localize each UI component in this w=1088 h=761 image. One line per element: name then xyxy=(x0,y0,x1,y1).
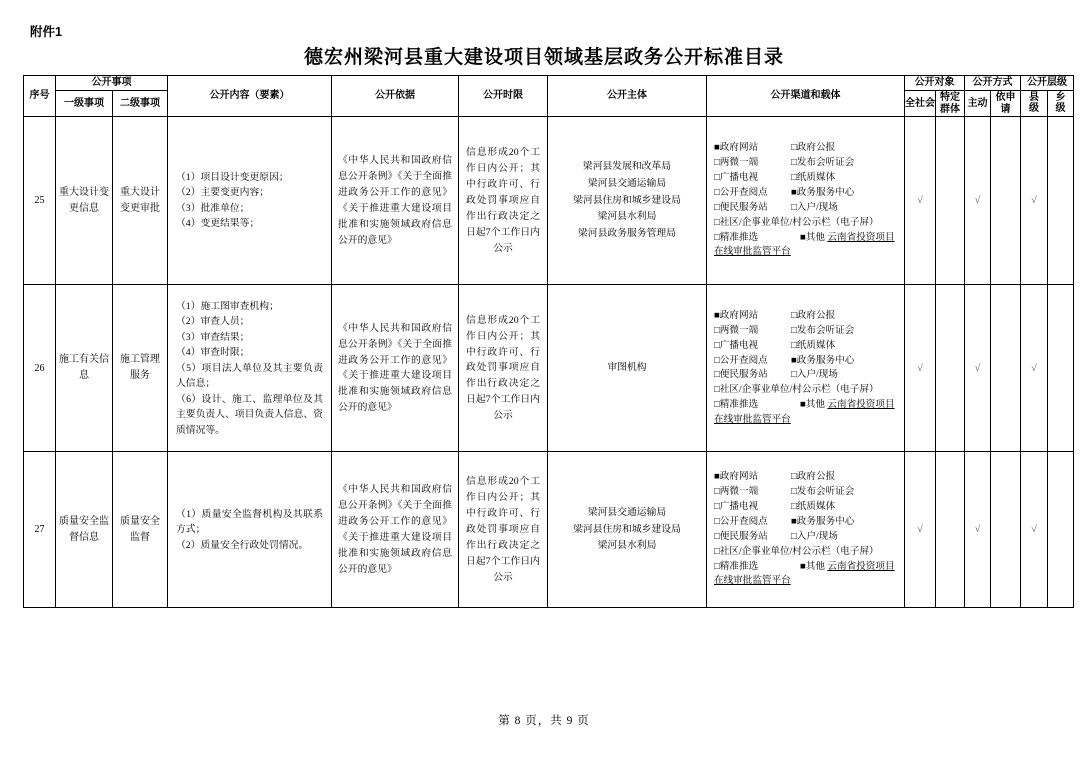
channel-item: □两微一端 xyxy=(714,157,759,169)
channel-other-value: 云南省投资项目在线审批监管平台 xyxy=(714,560,895,587)
channel-line xyxy=(714,201,897,216)
channel-item: □入户/现场 xyxy=(791,530,838,542)
channel-line xyxy=(714,141,897,156)
content-item: （2）质量安全行政处罚情况。 xyxy=(176,539,309,551)
cell-subject xyxy=(548,452,707,608)
channel-item: □精准推选 xyxy=(714,231,759,243)
subject-line: 梁河县水利局 xyxy=(597,211,657,223)
cell-mark-county: √ xyxy=(1021,452,1048,608)
channel-item: □社区/企事业单位/村公示栏（电子屏） xyxy=(714,384,879,396)
channel-line xyxy=(714,354,897,369)
cell-mark-proactive: √ xyxy=(965,285,991,452)
channel-line xyxy=(714,530,897,545)
channel-item: □社区/企事业单位/村公示栏（电子屏） xyxy=(714,545,879,557)
channel-line xyxy=(714,171,897,186)
cell-time-limit: 信息形成20个工作日内公开；其中行政许可、行政处罚事项应自作出行政决定之日起7个工作日内公示 xyxy=(459,452,548,608)
col-header-level-group: 公开层级 xyxy=(1021,76,1074,91)
content-item: （5）项目法人单位及其主要负责人信息； xyxy=(176,362,323,390)
content-item: （6）设计、施工、监理单位及其主要负责人、项目负责人信息、资质情况等。 xyxy=(176,393,323,436)
content-item: （2）主要变更内容； xyxy=(176,187,270,199)
channel-line xyxy=(714,186,897,201)
cell-channels xyxy=(707,452,905,608)
channel-item: □纸质媒体 xyxy=(791,339,836,351)
cell-serial: 25 xyxy=(24,117,56,285)
cell-time-limit: 信息形成20个工作日内公开；其中行政许可、行政处罚事项应自作出行政决定之日起7个工作日内公示 xyxy=(459,117,548,285)
cell-serial: 26 xyxy=(24,285,56,452)
cell-mark-specific-group xyxy=(936,117,965,285)
col-header-level1: 一级事项 xyxy=(56,90,113,117)
channel-item: □纸质媒体 xyxy=(791,501,836,513)
cell-mark-on-request xyxy=(991,285,1021,452)
col-header-township xyxy=(1048,90,1074,117)
subject-line: 梁河县住房和城乡建设局 xyxy=(573,194,681,206)
col-header-subject: 公开主体 xyxy=(548,76,707,117)
col-header-county xyxy=(1021,90,1048,117)
page-footer: 第 8 页，共 9 页 xyxy=(498,715,590,727)
col-header-level2: 二级事项 xyxy=(113,90,168,117)
channel-line xyxy=(714,231,897,261)
channel-item: □入户/现场 xyxy=(791,201,838,213)
channel-item: ■政府网站 xyxy=(714,471,759,483)
table-body xyxy=(24,117,1074,608)
channel-line xyxy=(714,398,897,428)
channel-item: □广播电视 xyxy=(714,172,759,184)
channel-item: ■其他 xyxy=(800,560,828,572)
channel-item: □发布会听证会 xyxy=(791,324,855,336)
channel-item: ■政务服务中心 xyxy=(791,516,855,528)
channel-item: □便民服务站 xyxy=(714,201,768,213)
cell-mark-township xyxy=(1048,117,1074,285)
col-header-specific-group: 特定群体 xyxy=(936,90,965,117)
page-title: 德宏州梁河县重大建设项目领域基层政务公开标准目录 xyxy=(303,47,784,68)
cell-level2-matter: 质量安全监督 xyxy=(113,452,168,608)
channel-line xyxy=(714,470,897,485)
col-header-county-label: 县级 xyxy=(1029,91,1039,115)
subject-line: 梁河县水利局 xyxy=(597,540,657,552)
col-header-time-limit: 公开时限 xyxy=(459,76,548,117)
channel-item: □便民服务站 xyxy=(714,530,768,542)
channel-line xyxy=(714,515,897,530)
content-item: （1）质量安全监督机构及其联系方式； xyxy=(176,508,323,536)
channel-line xyxy=(714,339,897,354)
subject-line: 梁河县发展和改革局 xyxy=(582,161,672,173)
channel-item: □两微一端 xyxy=(714,324,759,336)
channel-line xyxy=(714,309,897,324)
attachment-label: 附件1 xyxy=(30,25,62,39)
cell-time-limit: 信息形成20个工作日内公开；其中行政许可、行政处罚事项应自作出行政决定之日起7个工作日内公示 xyxy=(459,285,548,452)
channel-item: □公开查阅点 xyxy=(714,516,768,528)
content-item: （3）审查结果； xyxy=(176,331,250,343)
cell-basis: 《中华人民共和国政府信息公开条例》《关于全面推进政务公开工作的意见》《关于推进重大建设项目批准和实施领域政府信息公开的意见》 xyxy=(332,452,459,608)
cell-mark-specific-group xyxy=(936,285,965,452)
cell-mark-on-request xyxy=(991,117,1021,285)
channel-item: □入户/现场 xyxy=(791,369,838,381)
cell-content xyxy=(168,285,332,452)
channel-other-value: 云南省投资项目在线审批监管平台 xyxy=(714,399,895,425)
channel-item: ■政务服务中心 xyxy=(791,187,855,199)
standards-table xyxy=(23,75,1074,608)
col-header-whole-society: 全社会 xyxy=(905,90,936,117)
col-header-serial: 序号 xyxy=(24,76,56,117)
channel-item: □发布会听证会 xyxy=(791,157,855,169)
cell-channels xyxy=(707,285,905,452)
cell-level2-matter: 重大设计变更审批 xyxy=(113,117,168,285)
channel-item: □两微一端 xyxy=(714,486,759,498)
channel-line xyxy=(714,156,897,171)
channel-item: ■政府网站 xyxy=(714,309,759,321)
channel-item: □广播电视 xyxy=(714,501,759,513)
cell-subject xyxy=(548,285,707,452)
content-item: （3）批准单位； xyxy=(176,202,250,214)
cell-channels xyxy=(707,117,905,285)
cell-mark-township xyxy=(1048,452,1074,608)
col-header-on-request: 依申请 xyxy=(991,90,1021,117)
content-item: （2）审查人员； xyxy=(176,316,250,328)
cell-mark-whole-society: √ xyxy=(905,452,936,608)
cell-mark-proactive: √ xyxy=(965,452,991,608)
channel-item: □社区/企事业单位/村公示栏（电子屏） xyxy=(714,216,879,228)
channel-item: □纸质媒体 xyxy=(791,172,836,184)
table-header xyxy=(24,76,1074,117)
channel-item: ■政务服务中心 xyxy=(791,354,855,366)
cell-mark-whole-society: √ xyxy=(905,285,936,452)
channel-item: ■其他 xyxy=(800,399,828,411)
col-header-matters-group: 公开事项 xyxy=(56,76,168,91)
cell-level1-matter: 施工有关信息 xyxy=(56,285,113,452)
content-item: （4）变更结果等； xyxy=(176,218,260,230)
col-header-basis: 公开依据 xyxy=(332,76,459,117)
content-item: （1）施工图审查机构； xyxy=(176,300,279,312)
channel-item: □政府公报 xyxy=(791,309,836,321)
channel-item: □政府公报 xyxy=(791,142,836,154)
channel-item: □发布会听证会 xyxy=(791,486,855,498)
cell-mark-township xyxy=(1048,285,1074,452)
content-item: （1）项目设计变更原因； xyxy=(176,171,289,183)
channel-item: ■政府网站 xyxy=(714,142,759,154)
channel-other-value: 云南省投资项目在线审批监管平台 xyxy=(714,231,895,258)
content-item: （4）审查时限； xyxy=(176,347,250,359)
col-header-content: 公开内容（要素） xyxy=(168,76,332,117)
cell-mark-county: √ xyxy=(1021,117,1048,285)
subject-line: 梁河县交通运输局 xyxy=(587,506,667,518)
cell-content xyxy=(168,452,332,608)
channel-line xyxy=(714,324,897,339)
subject-line: 梁河县交通运输局 xyxy=(587,177,667,189)
channel-item: □广播电视 xyxy=(714,339,759,351)
col-header-township-label: 乡级 xyxy=(1055,91,1066,115)
cell-mark-on-request xyxy=(991,452,1021,608)
cell-mark-county: √ xyxy=(1021,285,1048,452)
channel-item: □政府公报 xyxy=(791,471,836,483)
col-header-method-group: 公开方式 xyxy=(965,76,1021,91)
cell-level1-matter: 重大设计变更信息 xyxy=(56,117,113,285)
cell-basis: 《中华人民共和国政府信息公开条例》《关于全面推进政务公开工作的意见》《关于推进重大建设项目批准和实施领域政府信息公开的意见》 xyxy=(332,117,459,285)
subject-line: 审图机构 xyxy=(607,362,647,374)
cell-subject xyxy=(548,117,707,285)
col-header-channels: 公开渠道和载体 xyxy=(707,76,905,117)
channel-item: ■其他 xyxy=(800,231,828,243)
table-row xyxy=(24,117,1074,285)
channel-line xyxy=(714,485,897,500)
channel-item: □便民服务站 xyxy=(714,369,768,381)
subject-line: 梁河县政务服务管理局 xyxy=(578,227,676,239)
cell-level2-matter: 施工管理服务 xyxy=(113,285,168,452)
table-row xyxy=(24,452,1074,608)
cell-content xyxy=(168,117,332,285)
channel-line xyxy=(714,560,897,590)
cell-serial: 27 xyxy=(24,452,56,608)
channel-item: □精准推选 xyxy=(714,399,759,411)
cell-mark-specific-group xyxy=(936,452,965,608)
col-header-target-group: 公开对象 xyxy=(905,76,965,91)
cell-level1-matter: 质量安全监督信息 xyxy=(56,452,113,608)
channel-line xyxy=(714,368,897,383)
col-header-proactive: 主动 xyxy=(965,90,991,117)
cell-mark-proactive: √ xyxy=(965,117,991,285)
header-group-row xyxy=(24,76,1074,91)
cell-mark-whole-society: √ xyxy=(905,117,936,285)
cell-basis: 《中华人民共和国政府信息公开条例》《关于全面推进政务公开工作的意见》《关于推进重大建设项目批准和实施领域政府信息公开的意见》 xyxy=(332,285,459,452)
table-row xyxy=(24,285,1074,452)
channel-item: □公开查阅点 xyxy=(714,187,768,199)
channel-item: □精准推选 xyxy=(714,560,759,572)
channel-line xyxy=(714,500,897,515)
subject-line: 梁河县住房和城乡建设局 xyxy=(573,523,681,535)
channel-item: □公开查阅点 xyxy=(714,354,768,366)
